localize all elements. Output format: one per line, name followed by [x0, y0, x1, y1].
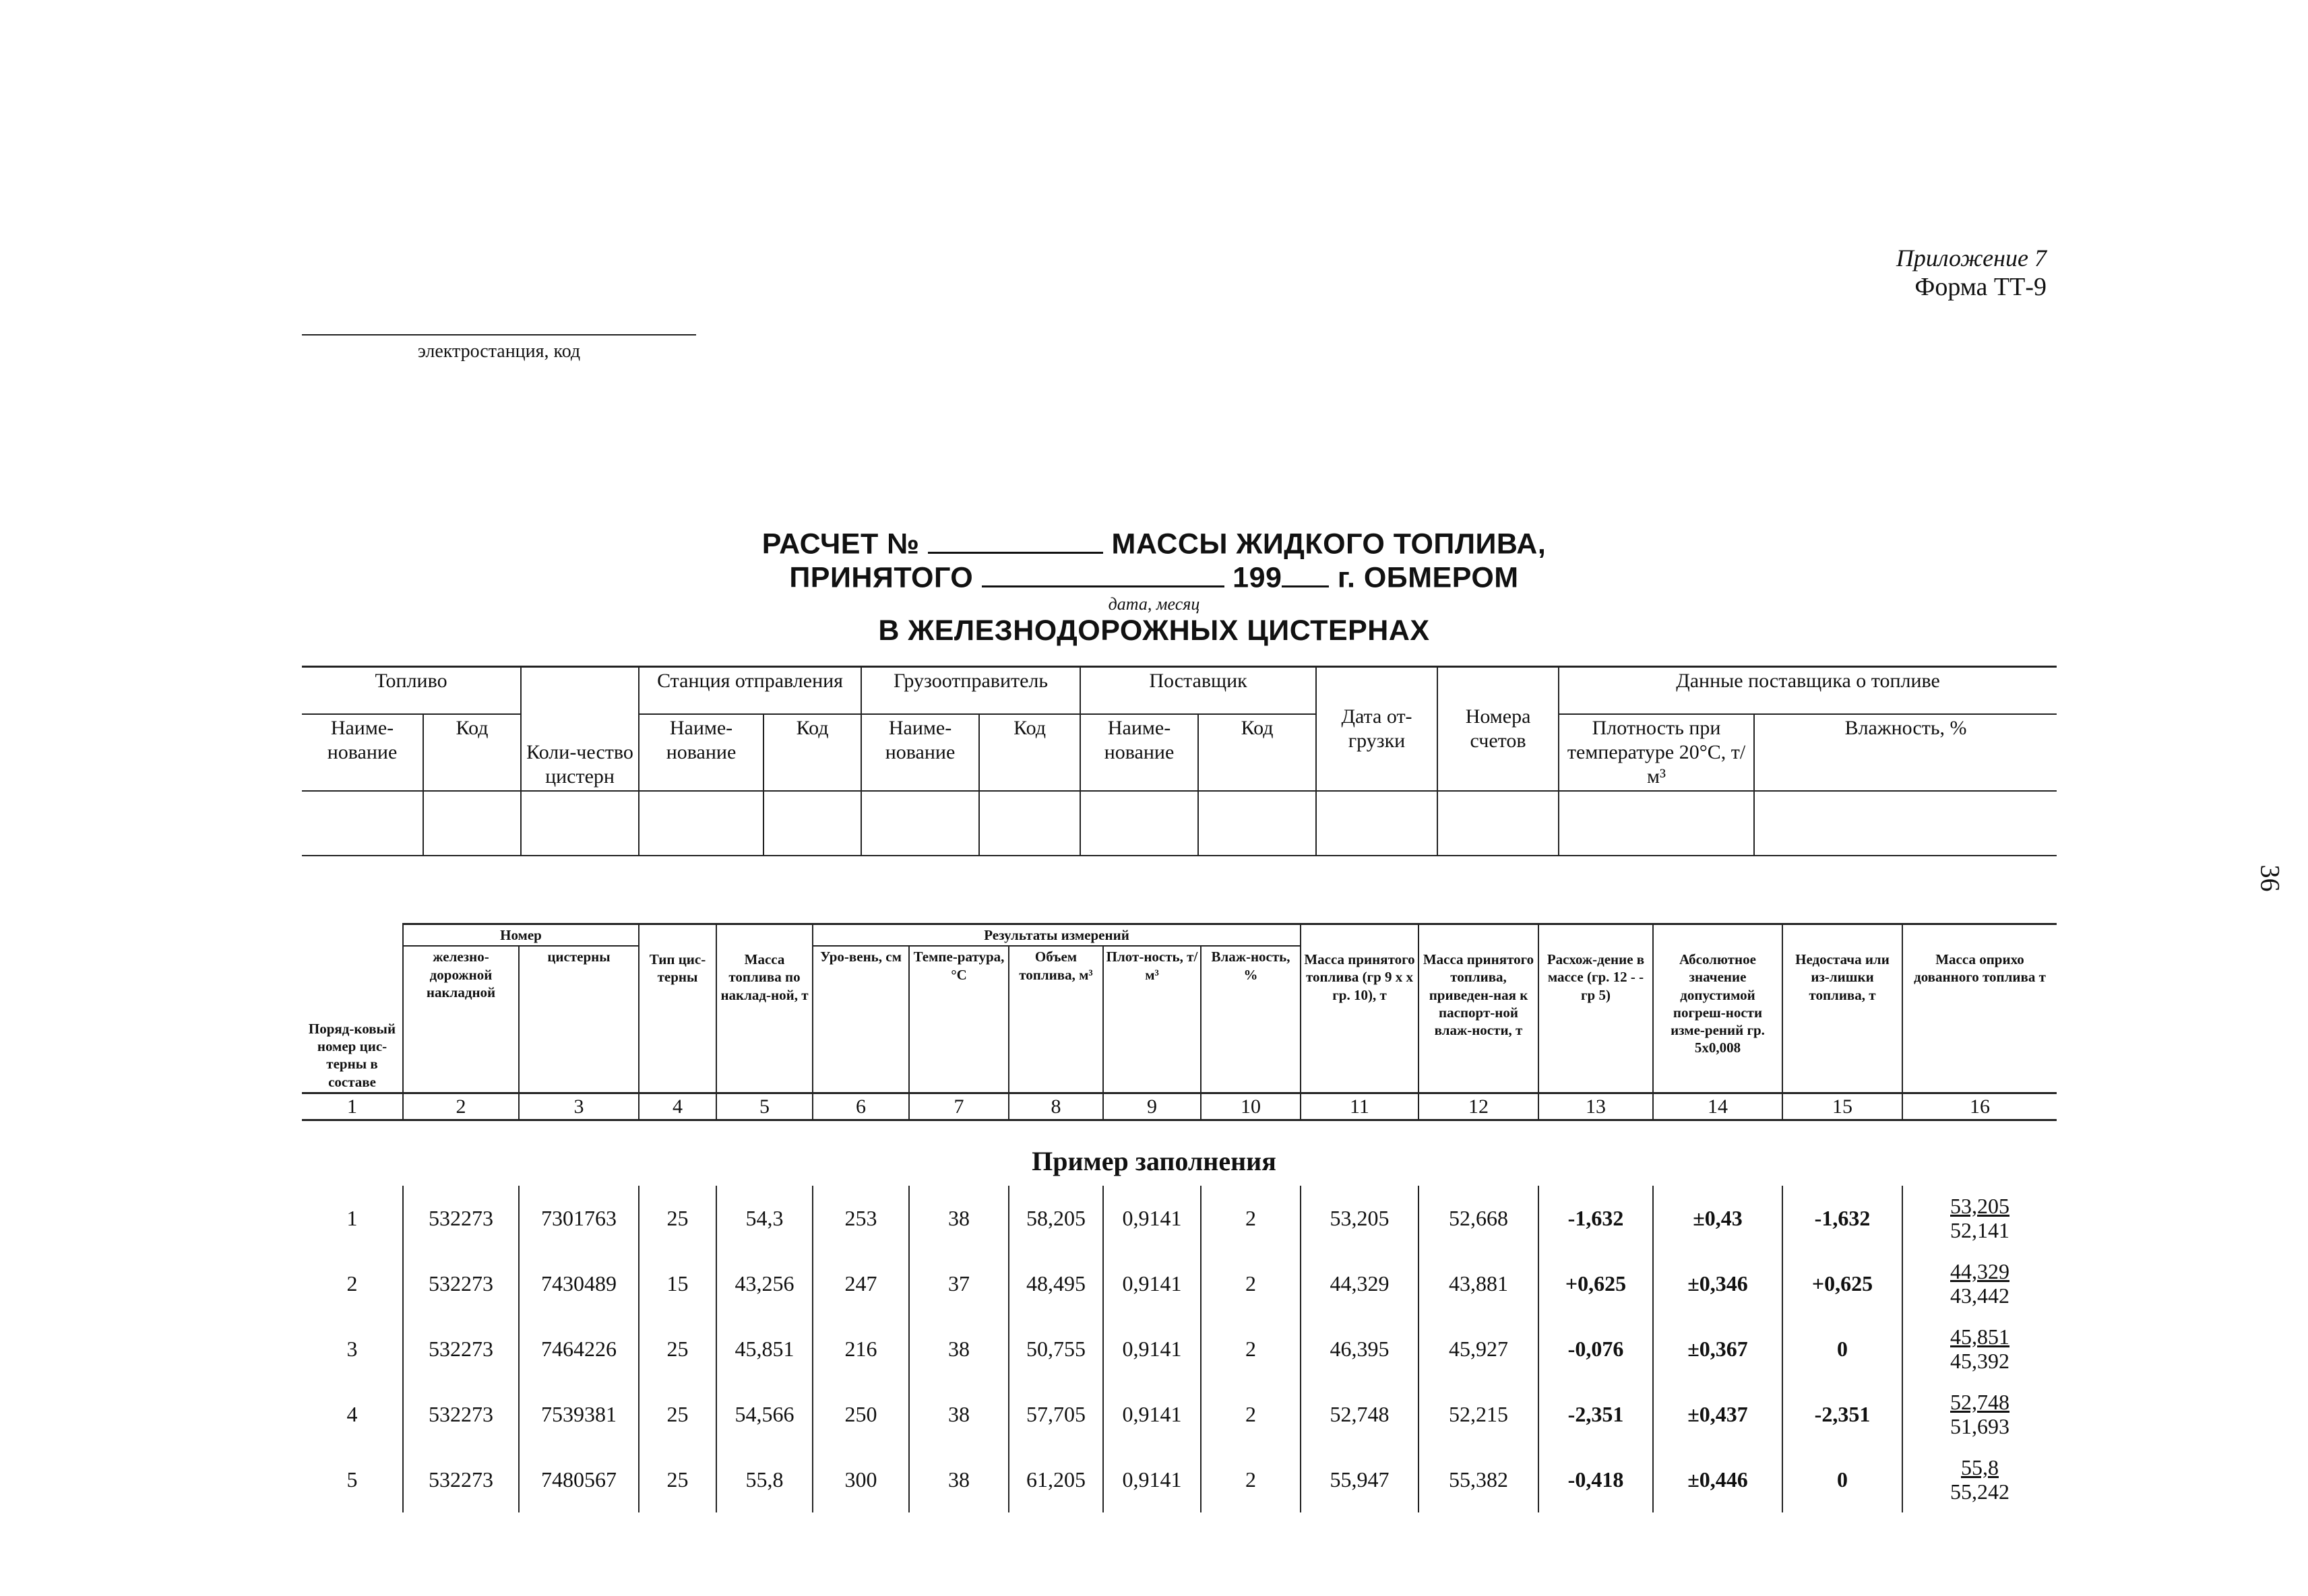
year-blank[interactable] [1282, 559, 1329, 587]
table-row [302, 1251, 2057, 1316]
row-number-cell: 5 [302, 1447, 403, 1512]
level-cell: 253 [813, 1186, 909, 1251]
mass-discrepancy-header: Расхож-дение в массе (гр. 12 - - гр 5) [1538, 924, 1653, 1093]
registered-mass-cell [1902, 1251, 2057, 1316]
example-data-table [302, 1186, 2057, 1512]
column-numbers-row [302, 1093, 2057, 1120]
level-cell: 300 [813, 1447, 909, 1512]
shortage-surplus-header: Недостача или из-лишки топлива, т [1782, 924, 1902, 1093]
invoice-numbers-header: Номера счетов [1437, 667, 1559, 791]
col-number: 2 [403, 1093, 519, 1120]
fuel-header: Топливо [302, 667, 521, 714]
received-mass-cell: 52,748 [1301, 1382, 1418, 1447]
col-number: 11 [1301, 1093, 1418, 1120]
cell[interactable] [861, 791, 979, 856]
received-mass-cell: 44,329 [1301, 1251, 1418, 1316]
registered-mass-cell [1902, 1186, 2057, 1251]
col-number: 7 [909, 1093, 1009, 1120]
level-cell: 216 [813, 1316, 909, 1382]
shortage-surplus-cell: 0 [1782, 1316, 1902, 1382]
mass-discrepancy-cell: -2,351 [1538, 1382, 1653, 1447]
col-number: 3 [519, 1093, 639, 1120]
level-cell: 250 [813, 1382, 909, 1447]
cell[interactable] [1080, 791, 1198, 856]
date-blank[interactable] [982, 559, 1224, 587]
level-cell: 247 [813, 1251, 909, 1316]
mass-discrepancy-cell: -0,418 [1538, 1447, 1653, 1512]
cell[interactable] [1198, 791, 1316, 856]
shortage-surplus-cell: 0 [1782, 1447, 1902, 1512]
fuel-code-header: Код [423, 714, 521, 791]
waybill-mass-cell: 54,566 [716, 1382, 813, 1447]
shipper-header: Грузоотправитель [861, 667, 1080, 714]
waybill-mass-header: Масса топлива по наклад-ной, т [716, 924, 813, 1093]
temperature-cell: 38 [909, 1382, 1009, 1447]
allowed-error-cell: ±0,346 [1653, 1251, 1782, 1316]
reduced-mass-cell: 43,881 [1418, 1251, 1538, 1316]
density-cell: 0,9141 [1103, 1251, 1201, 1316]
appendix-label: Приложение 7 [1896, 245, 2047, 272]
density-header: Плотность при температуре 20°С, т/м³ [1559, 714, 1754, 791]
order-no-header: Поряд-ковый номер цис-терны в составе [302, 924, 403, 1093]
reduced-mass-cell: 55,382 [1418, 1447, 1538, 1512]
ship-date-header: Дата от-грузки [1316, 667, 1437, 791]
received-mass-reduced-header: Масса принятого топлива, приведен-ная к паспорт-ной влаж-ности, т [1418, 924, 1538, 1093]
cell[interactable] [423, 791, 521, 856]
form-number: Форма ТТ-9 [1914, 273, 2047, 301]
temperature-cell: 38 [909, 1447, 1009, 1512]
fuel-name-header: Наиме-нование [302, 714, 423, 791]
waybill-mass-cell: 43,256 [716, 1251, 813, 1316]
registered-mass-header: Масса оприхо дованного топлива т [1902, 924, 2057, 1093]
col-number: 16 [1902, 1093, 2057, 1120]
allowed-error-cell: ±0,437 [1653, 1382, 1782, 1447]
waybill-mass-cell: 55,8 [716, 1447, 813, 1512]
col-number: 1 [302, 1093, 403, 1120]
table-row [302, 1447, 2057, 1512]
moisture-cell: 2 [1201, 1382, 1301, 1447]
station-code-header: Код [763, 714, 861, 791]
title-line-2 [0, 559, 2308, 595]
calc-number-blank[interactable] [928, 525, 1103, 554]
cell[interactable] [302, 791, 423, 856]
tank-number-cell: 7301763 [519, 1186, 639, 1251]
station-caption: электростанция, код [417, 341, 581, 362]
reduced-mass-cell: 52,215 [1418, 1382, 1538, 1447]
registered-mass-actual: 55,242 [1950, 1479, 2009, 1504]
table-row [302, 1186, 2057, 1251]
received-mass-cell: 55,947 [1301, 1447, 1418, 1512]
density-measured-header: Плот-ность, т/м³ [1103, 946, 1201, 1093]
shortage-surplus-cell: +0,625 [1782, 1251, 1902, 1316]
cell[interactable] [521, 791, 639, 856]
title-received-label: ПРИНЯТОГО [789, 561, 974, 594]
number-header: Номер [403, 924, 639, 947]
allowed-error-cell: ±0,446 [1653, 1447, 1782, 1512]
waybill-number-cell: 532273 [403, 1447, 519, 1512]
col-number: 13 [1538, 1093, 1653, 1120]
rail-waybill-header: железно-дорожной накладной [403, 946, 519, 1093]
title-line-4: В ЖЕЛЕЗНОДОРОЖНЫХ ЦИСТЕРНАХ [878, 614, 1430, 647]
received-mass-cell: 53,205 [1301, 1186, 1418, 1251]
tank-number-cell: 7480567 [519, 1447, 639, 1512]
shipper-name-header: Наиме-нование [861, 714, 979, 791]
table-row [302, 1316, 2057, 1382]
station-underline [302, 334, 696, 336]
col-number: 4 [639, 1093, 716, 1120]
cell[interactable] [763, 791, 861, 856]
moisture-measured-header: Влаж-ность, % [1201, 946, 1301, 1093]
title-year: 199 [1233, 561, 1282, 594]
temperature-cell: 38 [909, 1186, 1009, 1251]
moisture-cell: 2 [1201, 1316, 1301, 1382]
volume-cell: 58,205 [1009, 1186, 1103, 1251]
level-header: Уро-вень, см [813, 946, 909, 1093]
cell[interactable] [639, 791, 763, 856]
received-mass-cell: 46,395 [1301, 1316, 1418, 1382]
volume-cell: 50,755 [1009, 1316, 1103, 1382]
col-number: 14 [1653, 1093, 1782, 1120]
row-number-cell: 3 [302, 1316, 403, 1382]
col-number: 9 [1103, 1093, 1201, 1120]
row-number-cell: 4 [302, 1382, 403, 1447]
moisture-header: Влажность, % [1754, 714, 2057, 791]
tank-type-cell: 15 [639, 1251, 716, 1316]
registered-mass-cell [1902, 1316, 2057, 1382]
registered-mass-actual: 43,442 [1950, 1283, 2009, 1308]
tank-number-header: цистерны [519, 946, 639, 1093]
col-number: 6 [813, 1093, 909, 1120]
title-calc-number-label: РАСЧЕТ № [761, 528, 920, 561]
moisture-cell: 2 [1201, 1447, 1301, 1512]
received-mass-header: Масса принятого топлива (гр 9 х х гр. 10), т [1301, 924, 1418, 1093]
supplier-table [302, 666, 2057, 856]
volume-cell: 57,705 [1009, 1382, 1103, 1447]
tank-type-header: Тип цис-терны [639, 924, 716, 1093]
allowed-error-cell: ±0,43 [1653, 1186, 1782, 1251]
reduced-mass-cell: 52,668 [1418, 1186, 1538, 1251]
tank-type-cell: 25 [639, 1186, 716, 1251]
registered-mass-cell [1902, 1382, 2057, 1447]
registered-mass-waybill: 44,329 [1950, 1259, 2009, 1284]
registered-mass-waybill: 53,205 [1950, 1194, 2009, 1219]
tanks-count-header: Коли-чество цистерн [521, 667, 639, 791]
volume-header: Объем топлива, м³ [1009, 946, 1103, 1093]
cell[interactable] [1316, 791, 1437, 856]
title-liquid-fuel-mass: МАССЫ ЖИДКОГО ТОПЛИВА, [1111, 528, 1547, 561]
supplier-code-header: Код [1198, 714, 1316, 791]
cell[interactable] [1754, 791, 2057, 856]
empty-fill-row [302, 791, 2057, 856]
waybill-mass-cell: 45,851 [716, 1316, 813, 1382]
table-row [302, 1382, 2057, 1447]
example-title: Пример заполнения [1032, 1146, 1276, 1176]
registered-mass-waybill: 55,8 [1961, 1455, 1999, 1480]
measurement-header-table [302, 923, 2057, 1121]
waybill-number-cell: 532273 [403, 1186, 519, 1251]
row-number-cell: 1 [302, 1186, 403, 1251]
allowed-error-header: Абсолютное значение допустимой погреш-ности изме-рений гр. 5х0,008 [1653, 924, 1782, 1093]
row-number-cell: 2 [302, 1251, 403, 1316]
registered-mass-waybill: 52,748 [1950, 1390, 2009, 1415]
tank-number-cell: 7430489 [519, 1251, 639, 1316]
station-name-header: Наиме-нование [639, 714, 763, 791]
date-caption: дата, месяц [1108, 594, 1200, 614]
waybill-number-cell: 532273 [403, 1382, 519, 1447]
col-number: 5 [716, 1093, 813, 1120]
temperature-cell: 38 [909, 1316, 1009, 1382]
title-measurement-label: г. ОБМЕРОМ [1337, 561, 1519, 594]
tank-number-cell: 7539381 [519, 1382, 639, 1447]
supplier-name-header: Наиме-нование [1080, 714, 1198, 791]
shortage-surplus-cell: -1,632 [1782, 1186, 1902, 1251]
density-cell: 0,9141 [1103, 1382, 1201, 1447]
registered-mass-waybill: 45,851 [1950, 1324, 2009, 1349]
cell[interactable] [979, 791, 1080, 856]
mass-discrepancy-cell: -0,076 [1538, 1316, 1653, 1382]
reduced-mass-cell: 45,927 [1418, 1316, 1538, 1382]
density-cell: 0,9141 [1103, 1447, 1201, 1512]
mass-discrepancy-cell: +0,625 [1538, 1251, 1653, 1316]
waybill-number-cell: 532273 [403, 1316, 519, 1382]
moisture-cell: 2 [1201, 1186, 1301, 1251]
tank-type-cell: 25 [639, 1316, 716, 1382]
supplier-data-header: Данные поставщика о топливе [1559, 667, 2057, 714]
volume-cell: 61,205 [1009, 1447, 1103, 1512]
allowed-error-cell: ±0,367 [1653, 1316, 1782, 1382]
page-number: 36 [2255, 864, 2286, 892]
volume-cell: 48,495 [1009, 1251, 1103, 1316]
registered-mass-actual: 51,693 [1950, 1413, 2009, 1438]
density-cell: 0,9141 [1103, 1186, 1201, 1251]
temperature-header: Темпе-ратура, °С [909, 946, 1009, 1093]
registered-mass-actual: 45,392 [1950, 1348, 2009, 1373]
cell[interactable] [1437, 791, 1559, 856]
station-header: Станция отправления [639, 667, 861, 714]
temperature-cell: 37 [909, 1251, 1009, 1316]
tank-type-cell: 25 [639, 1382, 716, 1447]
col-number: 12 [1418, 1093, 1538, 1120]
tank-type-cell: 25 [639, 1447, 716, 1512]
waybill-mass-cell: 54,3 [716, 1186, 813, 1251]
registered-mass-actual: 52,141 [1950, 1217, 2009, 1242]
density-cell: 0,9141 [1103, 1316, 1201, 1382]
shipper-code-header: Код [979, 714, 1080, 791]
waybill-number-cell: 532273 [403, 1251, 519, 1316]
col-number: 10 [1201, 1093, 1301, 1120]
supplier-header: Поставщик [1080, 667, 1316, 714]
results-header: Результаты измерений [813, 924, 1301, 947]
title-line-1 [0, 525, 2308, 561]
col-number: 8 [1009, 1093, 1103, 1120]
tank-number-cell: 7464226 [519, 1316, 639, 1382]
registered-mass-cell [1902, 1447, 2057, 1512]
shortage-surplus-cell: -2,351 [1782, 1382, 1902, 1447]
moisture-cell: 2 [1201, 1251, 1301, 1316]
cell[interactable] [1559, 791, 1754, 856]
col-number: 15 [1782, 1093, 1902, 1120]
mass-discrepancy-cell: -1,632 [1538, 1186, 1653, 1251]
